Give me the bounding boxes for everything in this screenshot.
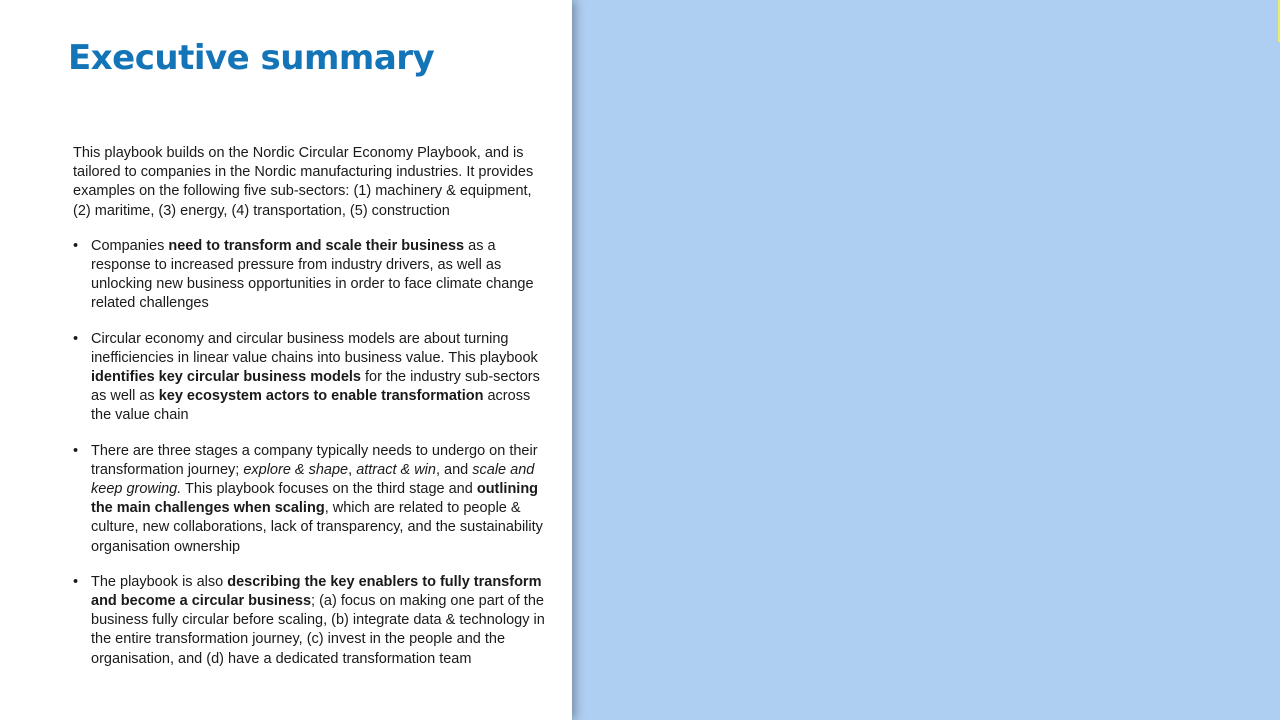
summary-content (73, 144, 551, 685)
bullet-item (73, 237, 551, 314)
bullet-italic-text: scale and keep growing. (91, 461, 535, 498)
bullet-item (73, 442, 551, 557)
bullet-text: This playbook focuses on the third stage and (181, 481, 477, 498)
bullet-text: as a response to increased pressure from industry drivers, as well as unlocking new business opportunities in order to face climate change related challenges (91, 237, 534, 312)
bullet-bold-text: key ecosystem actors to enable transformation (158, 388, 484, 405)
intro-paragraph: This playbook builds on the Nordic Circular Economy Playbook, and is tailored to companies in the Nordic manufacturing industries. It provides examples on the following five sub-sectors: (1) machinery & equipment, (2) maritime, (3) energy, (4) transportation, (5) construction (73, 145, 534, 219)
bullet-text: Circular economy and circular business models are about turning inefficiencies in linear value chains into business value. This playbook (91, 330, 538, 366)
bullet-text: for the industry sub-sectors as well as (91, 369, 540, 405)
bullet-text: , and (435, 461, 473, 478)
bullet-italic-text: attract & win (356, 461, 436, 478)
bullet-bold-text: need to transform and scale their business (168, 237, 465, 254)
bullet-item (73, 573, 551, 669)
bullet-text: across the value chain (91, 388, 531, 424)
bullet-italic-text: explore & shape (243, 461, 349, 478)
page-title: Executive summary (68, 38, 435, 78)
bullet-item (73, 330, 551, 426)
bullet-text: , which are related to people & culture, new collaborations, lack of transparency, and the sustainability organisation ownership (91, 500, 543, 555)
image-placeholder-panel (572, 0, 1280, 720)
bullet-text: The playbook is also (91, 573, 228, 590)
bullet-bold-text: identifies key circular business models (91, 369, 361, 386)
bullet-text: There are three stages a company typically needs to undergo on their transformation journey; (91, 442, 538, 478)
summary-bullets (73, 237, 551, 669)
bullet-text: Companies (91, 237, 169, 254)
bullet-text: , (348, 461, 357, 478)
bullet-text: ; (a) focus on making one part of the business fully circular before scaling, (b) integrate data & technology in the entire transformation journey, (c) invest in the people and the organisation, and (d) have a dedicated transformation team (91, 593, 545, 667)
bullet-bold-text: outlining the main challenges when scaling (91, 481, 539, 517)
text-panel (0, 0, 572, 720)
bullet-bold-text: describing the key enablers to fully transform and become a circular business (91, 573, 542, 610)
